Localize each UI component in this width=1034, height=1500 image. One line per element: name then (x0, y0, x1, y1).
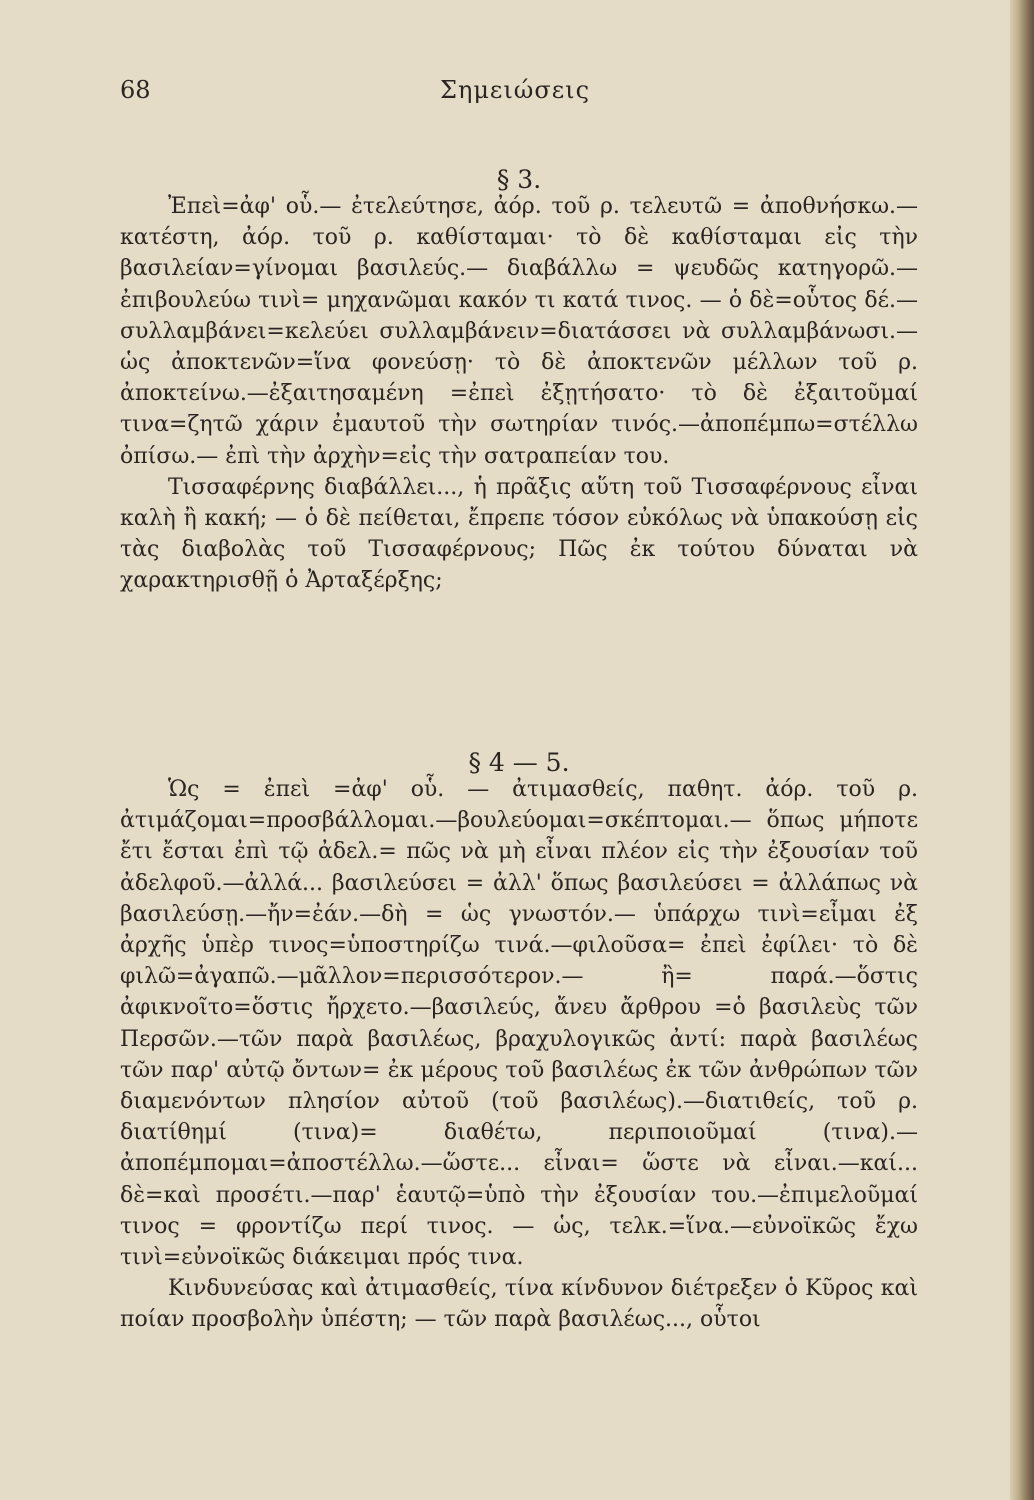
page-edge-shadow (1010, 0, 1034, 1500)
page-number: 68 (120, 76, 151, 104)
section-3-notes: Ἐπεὶ=ἀφ' οὗ.— ἐτελεύτησε, ἀόρ. τοῦ ρ. τελευτῶ = ἀποθνήσκω.—κατέστη, ἀόρ. τοῦ ρ. καθίσταμαι· τὸ δὲ καθίσταμαι εἰς τὴν βασιλείαν=γίνομαι βασιλεύς.— διαβάλλω = ψευδῶς κατηγορῶ.—ἐπιβουλεύω τινὶ= μηχανῶμαι κακόν τι κατά τινος. — ὁ δὲ=οὗτος δέ.—συλλαμβάνει=κελεύει συλλαμβάνειν=διατάσσει νὰ συλλαμβάνωσι.—ὡς ἀποκτενῶν=ἵνα φονεύσῃ· τὸ δὲ ἀποκτενῶν μέλλων τοῦ ρ. ἀποκτείνω.—ἐξαιτησαμένη =ἐπεὶ ἐξῃτήσατο· τὸ δὲ ἐξαιτοῦμαί τινα=ζητῶ χάριν ἐμαυτοῦ τὴν σωτηρίαν τινός.—ἀποπέμπω=στέλλω ὀπίσω.— ἐπὶ τὴν ἀρχὴν=εἰς τὴν σατραπείαν του. (120, 194, 918, 469)
section-4-5-heading: § 4 — 5. (468, 748, 570, 777)
page-header (120, 70, 910, 110)
section-4-5-questions: Κινδυνεύσας καὶ ἀτιμασθείς, τίνα κίνδυνον διέτρεξεν ὁ Κῦρος καὶ ποίαν προσβολὴν ὑπέστη; — τῶν παρὰ βασιλέως..., οὗτοι (120, 1276, 918, 1333)
running-title: Σημειώσεις (439, 76, 591, 104)
section-3-body (120, 191, 918, 597)
section-3-heading: § 3. (496, 165, 542, 194)
section-4-5-notes: Ὡς = ἐπεὶ =ἀφ' οὗ. — ἀτιμασθείς, παθητ. ἀόρ. τοῦ ρ. ἀτιμάζομαι=προσβάλλομαι.—βουλεύομαι=σκέπτομαι.— ὅπως μήποτε ἔτι ἔσται ἐπὶ τῷ ἀδελ.= πῶς νὰ μὴ εἶναι πλέον εἰς τὴν ἐξουσίαν τοῦ ἀδελφοῦ.—ἀλλά... βασιλεύσει = ἀλλ' ὅπως βασιλεύσει = ἀλλάπως νὰ βασιλεύσῃ.—ἤν=ἐάν.—δὴ = ὡς γνωστόν.— ὑπάρχω τινὶ=εἶμαι ἐξ ἀρχῆς ὑπὲρ τινος=ὑποστηρίζω τινά.—φιλοῦσα= ἐπεὶ ἐφίλει· τὸ δὲ φιλῶ=ἀγαπῶ.—μᾶλλον=περισσότερον.— ἢ= παρά.—ὅστις ἀφικνοῖτο=ὅστις ἤρχετο.—βασιλεύς, ἄνευ ἄρθρου =ὁ βασιλεὺς τῶν Περσῶν.—τῶν παρὰ βασιλέως, βραχυλογικῶς ἀντί: παρὰ βασιλέως τῶν παρ' αὐτῷ ὄντων= ἐκ μέρους τοῦ βασιλέως ἐκ τῶν ἀνθρώπων τῶν διαμενόντων πλησίον αὐτοῦ (τοῦ βασιλέως).—διατιθείς, τοῦ ρ. διατίθημί (τινα)= διαθέτω, περιποιοῦμαί (τινα).—ἀποπέμπομαι=ἀποστέλλω.—ὥστε... εἶναι= ὥστε νὰ εἶναι.—καί... δὲ=καὶ προσέτι.—παρ' ἑαυτῷ=ὑπὸ τὴν ἐξουσίαν του.—ἐπιμελοῦμαί τινος = φροντίζω περί τινος. — ὡς, τελκ.=ἵνα.—εὐνοϊκῶς ἔχω τινὶ=εὐνοϊκῶς διάκειμαι πρός τινα. (120, 777, 918, 1271)
section-3-questions: Τισσαφέρνης διαβάλλει..., ἡ πρᾶξις αὕτη τοῦ Τισσαφέρνους εἶναι καλὴ ἢ κακή; — ὁ δὲ πείθεται, ἔπρεπε τόσον εὐκόλως νὰ ὑπακούσῃ εἰς τὰς διαβολὰς τοῦ Τισσαφέρνους; Πῶς ἐκ τούτου δύναται νὰ χαρακτηρισθῇ ὁ Ἀρταξέρξης; (120, 474, 918, 594)
section-4-5-body (120, 774, 918, 1336)
